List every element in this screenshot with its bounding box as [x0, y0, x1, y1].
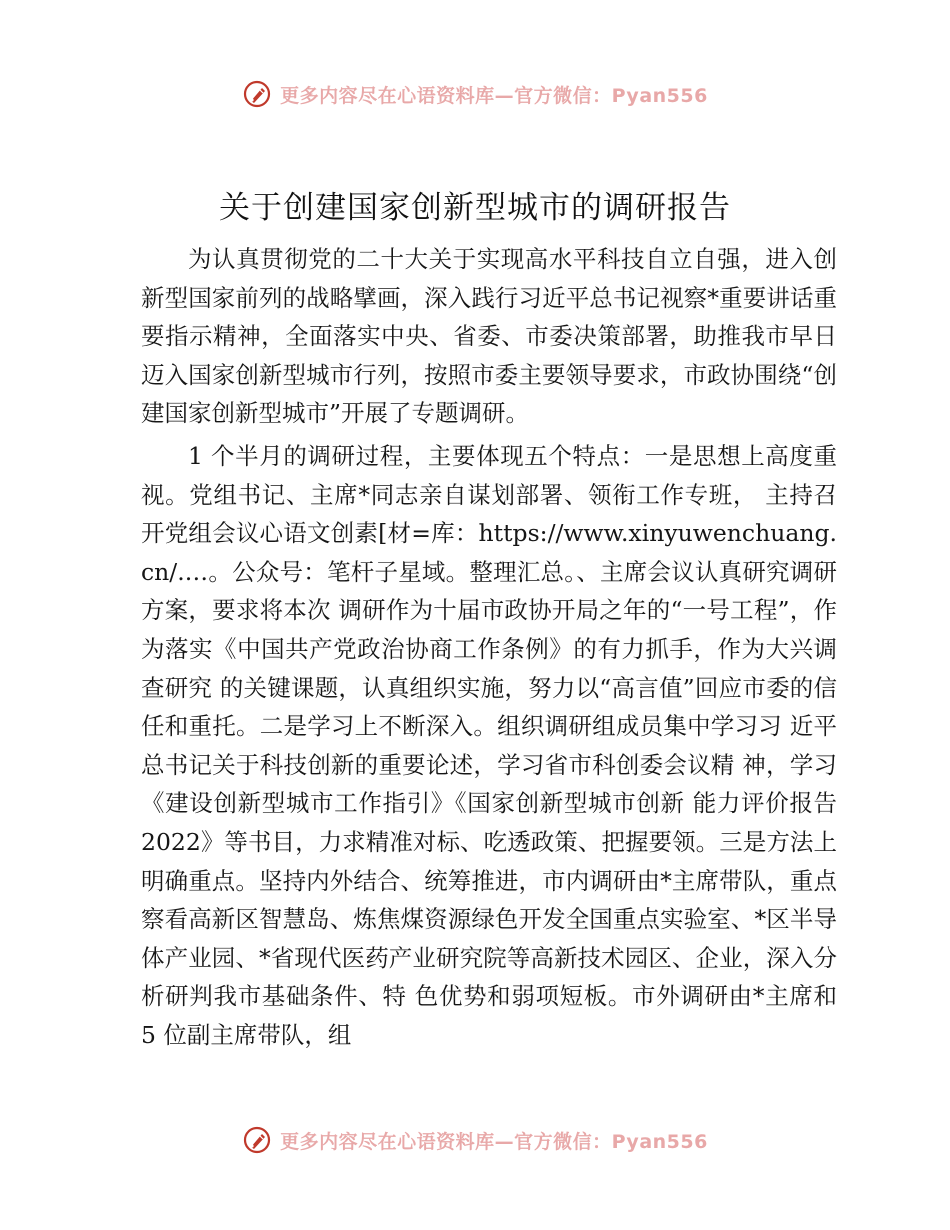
document-body [141, 240, 837, 1058]
footer-banner [0, 1120, 950, 1160]
document-title: 关于创建国家创新型城市的调研报告 [219, 190, 731, 226]
banner-text: 更多内容尽在心语资料库—官方微信：Pyan556 [280, 84, 708, 107]
paragraph-intro: 为认真贯彻党的二十大关于实现高水平科技自立自强，进入创新型国家前列的战略擘画，深入践行习近平总书记视察*重要讲话重要指示精神，全面落实中央、省委、市委决策部署，助推我市早日迈入国家创新型城市行列，按照市委主要领导要求，市政协围绕“创建国家创新型城市”开展了专题调研。 [141, 245, 837, 428]
header-banner [0, 74, 950, 114]
banner-text: 更多内容尽在心语资料库—官方微信：Pyan556 [280, 1130, 708, 1153]
pen-nib-logo-icon [242, 1125, 272, 1155]
paragraph-features: 1 个半月的调研过程，主要体现五个特点：一是思想上高度重视。党组书记、主席*同志亲自谋划部署、领衔工作专班， 主持召开党组会议心语文创素[材=库：https://www.xinyuwenchuang.cn/.…。公众号：笔杆子星域。整理汇总。、主席会议认真研究调研方案，要求将本次 调研作为十届市政协开局之年的“一号工程”，作为落实《中国共产党政治协商工作条例》的有力抓手，作为大兴调查研究 的关键课题，认真组织实施，努力以“高言值”回应市委的信 任和重托。二是学习上不断深入。组织调研组成员集中学习习 近平总书记关于科技创新的重要论述，学习省市科创委会议精 神，学习《建设创新型城市工作指引》《国家创新型城市创新 能力评价报告 2022》等书目，力求精准对标、吃透政策、把握要领。三是方法上明确重点。坚持内外结合、统筹推进，市内调研由*主席带队，重点察看高新区智慧岛、炼焦煤资源绿色开发全国重点实验室、*区半导体产业园、*省现代医药产业研究院等高新技术园区、企业，深入分析研判我市基础条件、特 色优势和弱项短板。市外调研由*主席和 5 位副主席带队，组 [141, 441, 837, 1049]
pen-nib-logo-icon [242, 79, 272, 109]
